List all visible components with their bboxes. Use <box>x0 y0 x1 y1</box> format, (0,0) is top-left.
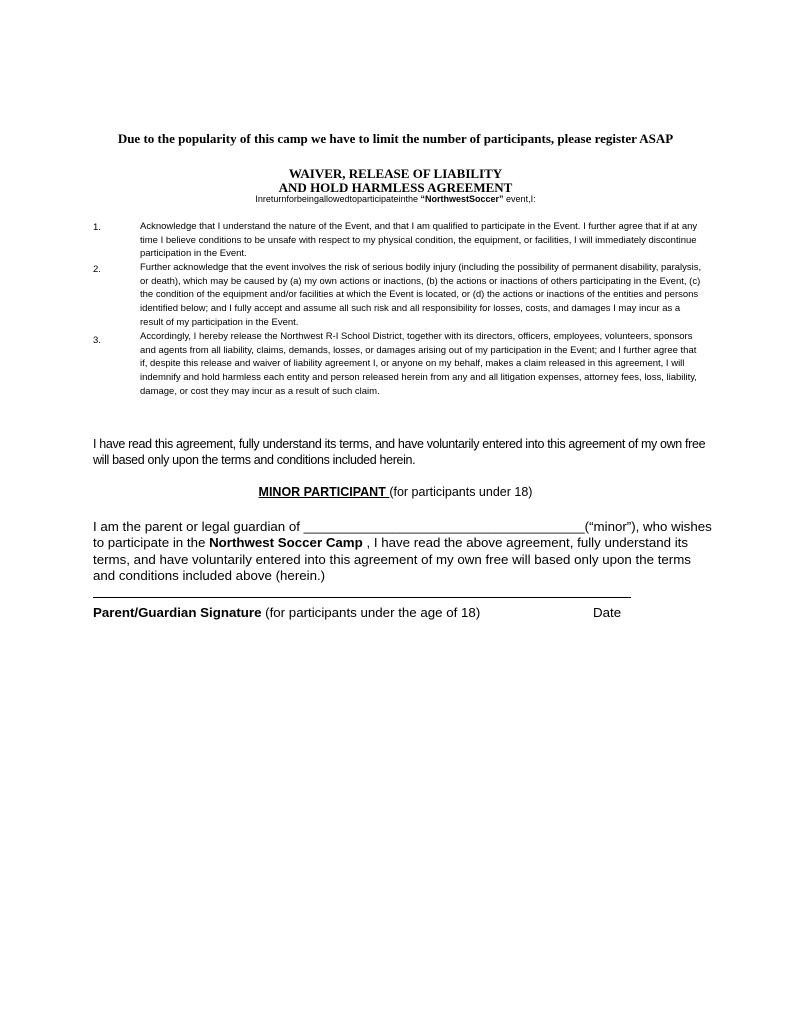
guardian-statement <box>93 519 713 584</box>
guardian-statement-part-2: , I have read the above agreement, fully understand its terms, and have voluntarily entered into this agreement of my own free will based only upon the terms and conditions included above (herein.) <box>93 535 691 583</box>
clause-3-text: Accordingly, I hereby release the Northwest R-I School District, together with its directors, officers, employees, volunteers, sponsors and agents from all liability, claims, demands, losses, or damages arising out of my participation in the Event; and I further agree that if, despite this release and waiver of liability agreement I, or anyone on my behalf, makes a claim released in this agreement, I will indemnify and hold harmless each entity and person released herein from any and all litigation expenses, attorney fees, loss, liability, damage, or cost they may incur as a result of such claim. <box>140 331 697 397</box>
signature-line[interactable] <box>93 597 631 598</box>
camp-name: Northwest Soccer Camp <box>209 535 363 551</box>
date-label: Date <box>593 605 622 620</box>
clause-3-number: 3. <box>93 335 101 346</box>
intro-prefix: Inreturnforbeingallowedtoparticipateinthe <box>255 194 421 204</box>
clause-2-text: Further acknowledge that the event involves the risk of serious bodily injury (including the possibility of permanent disability, paralysis, or death), which may be caused by (a) my own actions or inactions, (b) the actions or inactions of others participating in the Event, (c) the condition of the equipment and/or facilities at which the Event is located, or (d) the actions or inactions of the entities and persons identified below; and I fully accept and assume all such risk and all responsibility for losses, costs, and damages I may incur as a result of my participation in the Event. <box>140 262 702 328</box>
minor-participant-note: (for participants under 18) <box>389 485 533 499</box>
intro-line <box>0 194 791 204</box>
signature-note: (for participants under the age of 18) <box>261 605 481 620</box>
registration-notice: Due to the popularity of this camp we have to limit the number of participants, please register ASAP <box>117 131 674 146</box>
minor-participant-heading <box>0 485 791 499</box>
agreement-statement: I have read this agreement, fully understand its terms, and have voluntarily entered into this agreement of my own free will based only upon the terms and conditions included herein. <box>93 437 706 467</box>
document-title-line-2: AND HOLD HARMLESS AGREEMENT <box>278 180 513 195</box>
document-title-line-1: WAIVER, RELEASE OF LIABILITY <box>288 166 503 181</box>
intro-suffix: event,I: <box>503 194 536 204</box>
signature-label <box>93 605 480 620</box>
clause-2-number: 2. <box>93 264 101 275</box>
clause-1-number: 1. <box>93 222 101 233</box>
intro-event-name: “NorthwestSoccer” <box>420 194 504 204</box>
minor-participant-label: MINOR PARTICIPANT <box>258 485 390 499</box>
guardian-statement-part-1: I am the parent or legal guardian of ______________________________________(“minor”), who wishes to participate in the <box>93 519 712 551</box>
clause-1-text: Acknowledge that I understand the nature of the Event, and that I am qualified to participate in the Event. I further agree that if at any time I believe conditions to be unsafe with respect to my physical condition, the equipment, or facilities, I will immediately discontinue participation in the Event. <box>140 221 698 260</box>
signature-label-text: Parent/Guardian Signature <box>93 605 262 620</box>
